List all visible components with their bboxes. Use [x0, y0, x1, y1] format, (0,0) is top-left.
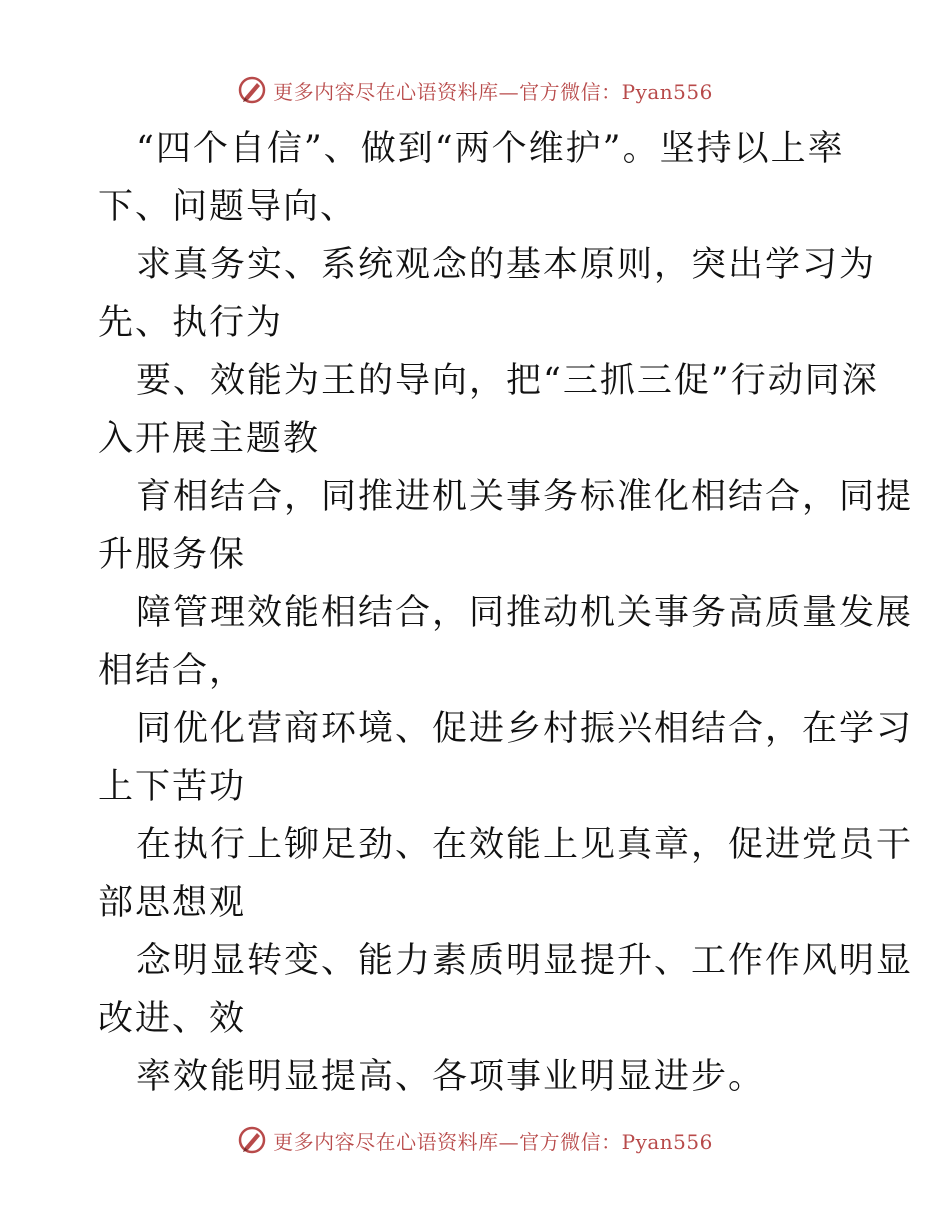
pen-logo-icon	[237, 75, 267, 105]
text-line: 上下苦功	[98, 767, 247, 807]
text-line: 升服务保	[98, 535, 247, 575]
watermark-text: 更多内容尽在心语资料库—官方微信：Pyan556	[273, 79, 713, 104]
text-line: 下、问题导向、	[98, 187, 358, 227]
text-line: “四个自信”、做到“两个维护”。坚持以上率	[136, 129, 845, 169]
watermark-text: 更多内容尽在心语资料库—官方微信：Pyan556	[273, 1129, 713, 1154]
text-line: 在执行上铆足劲、在效能上见真章，促进党员干	[136, 825, 914, 865]
footer-watermark	[0, 1122, 950, 1158]
text-line: 障管理效能相结合，同推动机关事务高质量发展	[136, 593, 914, 633]
text-line: 部思想观	[98, 883, 247, 923]
text-line: 同优化营商环境、促进乡村振兴相结合，在学习	[136, 709, 914, 749]
text-line: 先、执行为	[98, 303, 284, 343]
header-watermark	[0, 72, 950, 108]
text-line: 入开展主题教	[98, 419, 321, 459]
document-body	[98, 120, 914, 1106]
text-line: 要、效能为王的导向，把“三抓三促”行动同深	[136, 361, 879, 401]
text-line: 求真务实、系统观念的基本原则，突出学习为	[136, 245, 877, 285]
pen-logo-icon	[237, 1125, 267, 1155]
text-line: 念明显转变、能力素质明显提升、工作作风明显	[136, 941, 914, 981]
text-line: 率效能明显提高、各项事业明显进步。	[136, 1057, 766, 1097]
text-line: 育相结合，同推进机关事务标准化相结合，同提	[136, 477, 914, 517]
text-line: 相结合，	[98, 651, 247, 691]
text-line: 改进、效	[98, 999, 247, 1039]
